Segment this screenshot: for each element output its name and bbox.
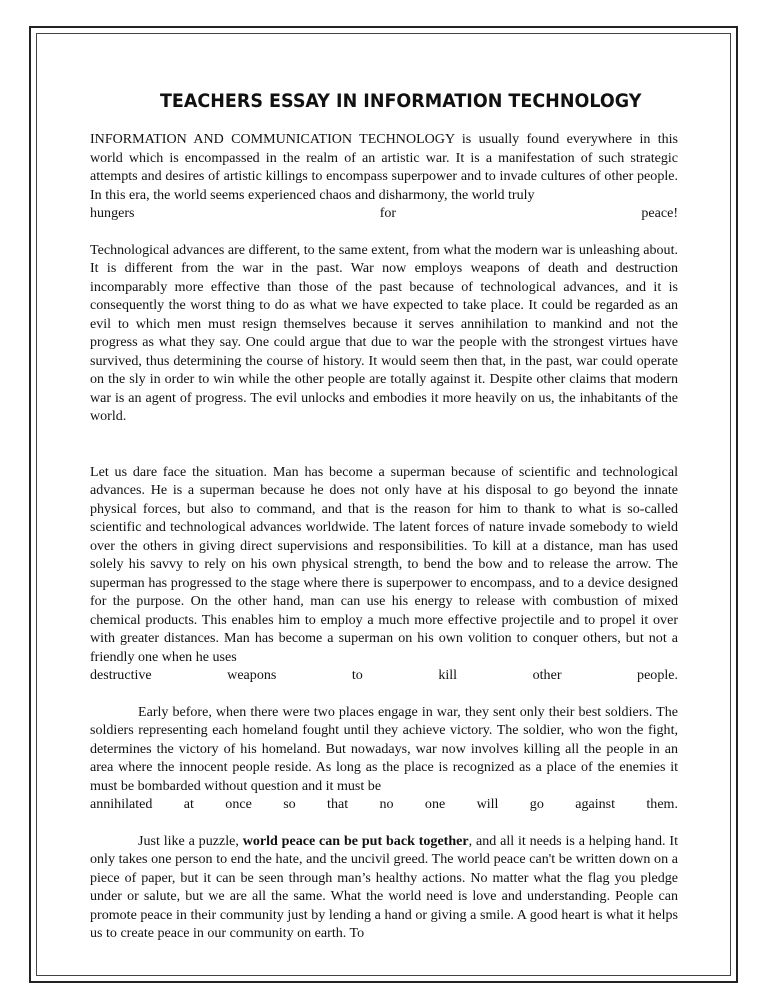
paragraph-5-bold-phrase: world peace can be put back together bbox=[242, 832, 469, 849]
essay-body bbox=[90, 130, 678, 943]
essay-title: TEACHERS ESSAY IN INFORMATION TECHNOLOGY bbox=[160, 91, 642, 113]
paragraph-3-body: Let us dare face the situation. Man has become a superman because of scientific and technological advances. He is a superman because he does not only have at his disposal to go beyond the innate physical forces, but also to command, and that is the reason for him to thank to what is so-called scientific and technological advances worldwide. The latent forces of nature invade somebody to wield over the others in giving direct supervisions and responsibilities. To kill at a distance, man has used solely his savvy to rely on his own physical strength, to bend the bow and to release the arrow. The superman has progressed to the stage where there is superpower to encompass, and to a device designed for the purpose. On the other hand, man can use his energy to release with combustion of mixed chemical products. This enables him to employ a much more effective projectile and to propel it over with greater distances. Man has become a superman on his own volition to conquer others, but not a friendly one when he uses bbox=[90, 463, 678, 665]
paragraph-2: Technological advances are different, to the same extent, from what the modern war is unleashing about. It is different from the war in the past. War now employs weapons of death and destruction incomparably more effective than those of the past because of technological advances, and it is consequently the worst thing to do as what we have expected to take place. It could be regarded as an evil to which men must resign themselves because it serves annihilation to mankind and not the progress as what they say. One could argue that due to war the people with the strongest virtues have survived, thus determining the course of history. It would seem then that, in the past, war could operate on the sly in order to win while the other people are totally against it. Despite other claims that modern war is an agent of progress. The evil unlocks and embodies it more heavily on us, the inhabitants of the world. bbox=[90, 241, 678, 424]
paragraph-5-rest: , and all it needs is a helping hand. It only takes one person to end the hate, and the uncivil greed. The world peace can't be written down on a piece of paper, but it can be seen through man’s healthy actions. No matter what the flag you pledge under or salute, but we are all the same. What the world need is love and understanding. People can promote peace in their community just by lending a hand or giving a smile. A good heart is what it helps us to create peace in our community on earth. To bbox=[90, 832, 678, 941]
paragraph-1-last-line: hungers for peace! bbox=[90, 205, 678, 221]
paragraph-1-body: INFORMATION AND COMMUNICATION TECHNOLOGY is usually found everywhere in this world which is encompassed in the realm of an artistic war. It is a manifestation of such strategic attempts and desires of artistic killings to encompass superpower and to invade cultures of other people. In this era, the world seems experienced chaos and disharmony, the world truly bbox=[90, 131, 678, 203]
paragraph-4-body: Early before, when there were two places engage in war, they sent only their best soldiers. The soldiers representing each homeland fought until they achieve victory. The soldier, who won the fight, determines the victory of his homeland. But nowadays, war now involves killing all the people in an area where the innocent people reside. As long as the place is recognized as a place of the enemies it must be bombarded without question and it must be bbox=[90, 703, 678, 794]
paragraph-5-intro: Just like a puzzle, bbox=[138, 832, 243, 849]
paragraph-4-last-line: annihilated at once so that no one will go against them. bbox=[90, 796, 678, 812]
paragraph-3-last-line: destructive weapons to kill other people. bbox=[90, 667, 678, 683]
paragraph-5 bbox=[90, 832, 678, 943]
